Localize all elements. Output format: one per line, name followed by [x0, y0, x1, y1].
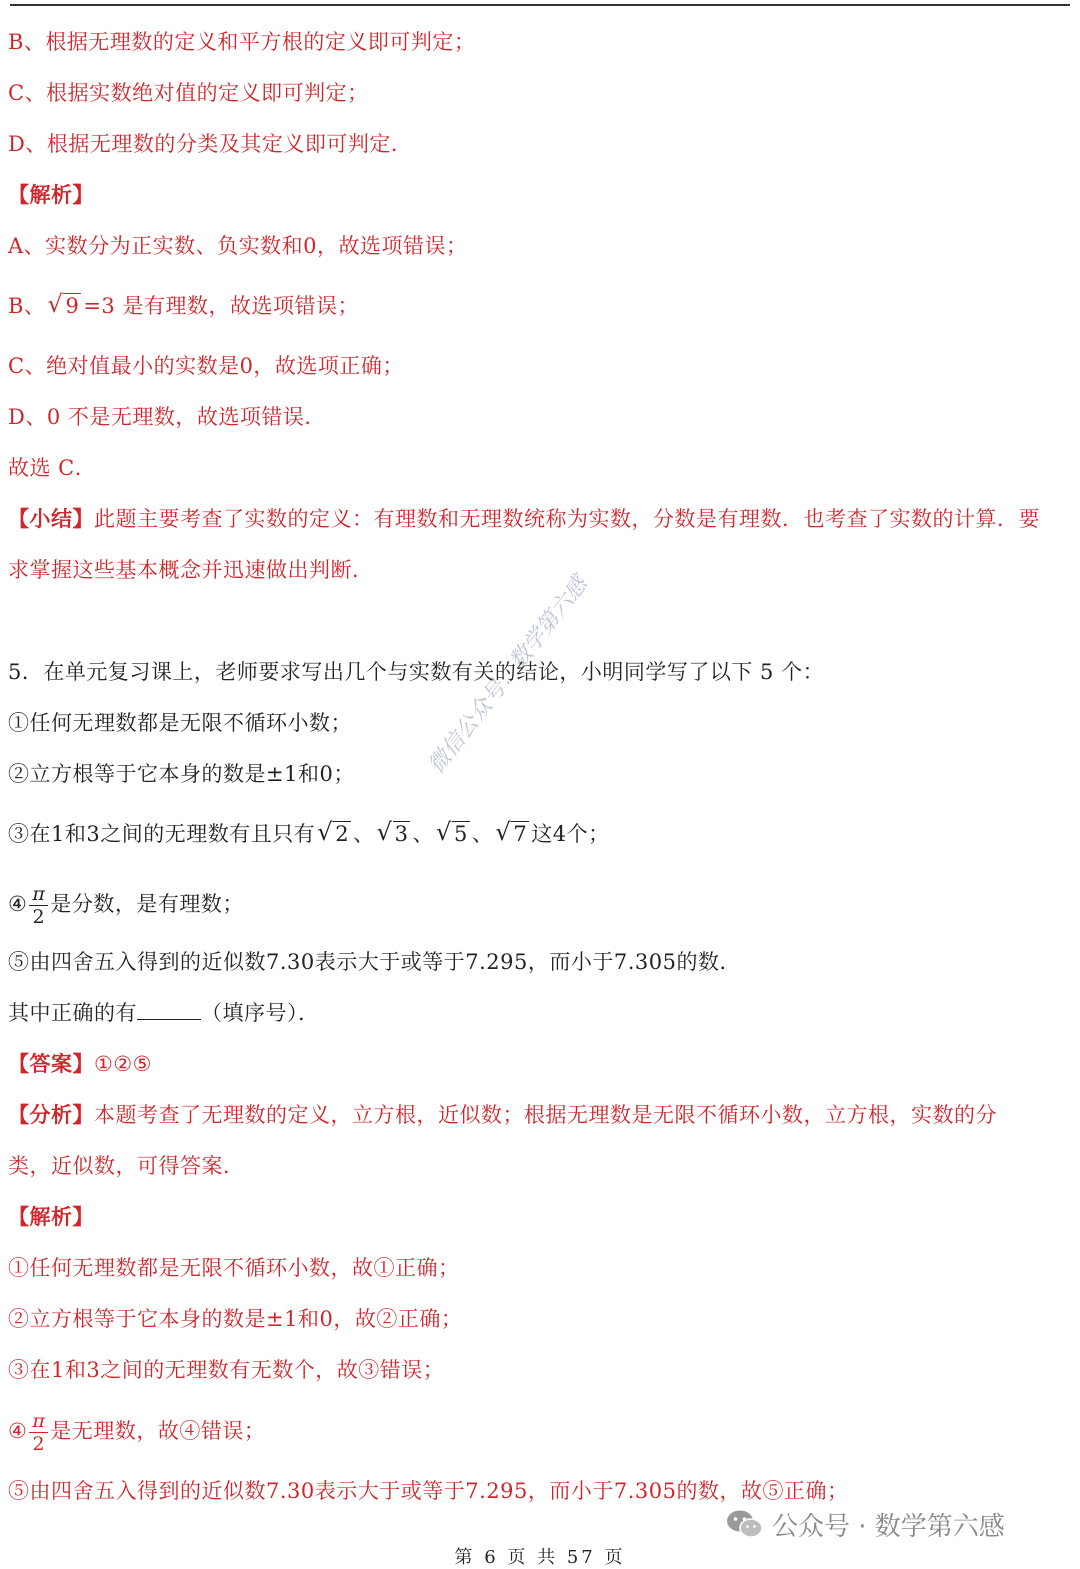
text-fragment: 这4个；	[531, 822, 610, 846]
denominator: 2	[32, 1433, 46, 1455]
footer-logo	[726, 1507, 1005, 1541]
text-line: D、根据无理数的分类及其定义即可判定．	[8, 132, 413, 156]
statement-5: ⑤由四舍五入得到的近似数7.30表示大于或等于7.295，而小于7.305的数．	[8, 950, 741, 974]
statement-2: ②立方根等于它本身的数是±1和0；	[8, 762, 355, 786]
statement-1: ①任何无理数都是无限不循环小数；	[8, 711, 352, 735]
sqrt-3	[377, 819, 411, 849]
text-line: ⑤由四舍五入得到的近似数7.30表示大于或等于7.295，而小于7.305的数，故⑤正确；	[8, 1479, 849, 1503]
statement-3	[8, 819, 1070, 849]
page-number: 第 6 页 共 57 页	[454, 1547, 626, 1568]
fraction-pi-over-2	[29, 1410, 48, 1455]
text-line: C、绝对值最小的实数是0，故选项正确；	[8, 354, 404, 378]
text-line: A、实数分为正实数、负实数和0，故选项错误；	[8, 234, 468, 258]
separator: 、	[412, 822, 434, 846]
fraction-pi-over-2	[29, 883, 48, 928]
section-tag-jiexi: 【解析】	[8, 1204, 94, 1229]
sqrt-5	[436, 819, 470, 849]
text-line	[8, 1407, 1070, 1455]
statement-4	[8, 880, 1070, 928]
answer-blank	[137, 999, 201, 1020]
section-tag-answer: 【答案】	[8, 1051, 94, 1076]
text-line	[8, 291, 1070, 321]
text-fragment: ④	[8, 892, 28, 916]
numerator: π	[29, 1410, 48, 1433]
text-fragment: ④	[8, 1419, 28, 1443]
text-fragment: B、	[8, 294, 46, 318]
section-tag-jiexi: 【解析】	[8, 182, 94, 207]
sqrt-9	[47, 291, 81, 321]
radicand: 5	[453, 822, 468, 846]
summary-line	[8, 504, 1070, 534]
text-line: 类，近似数，可得答案．	[8, 1154, 245, 1178]
separator: 、	[353, 822, 375, 846]
text-line: ③在1和3之间的无理数有无数个，故③错误；	[8, 1358, 445, 1382]
text-line: B、根据无理数的定义和平方根的定义即可判定；	[8, 30, 476, 54]
text-fragment: 是无理数，故④错误；	[50, 1419, 266, 1443]
text-line: 求掌握这些基本概念并迅速做出判断．	[8, 558, 374, 582]
radicand: 9	[65, 294, 80, 318]
footer-logo-text: 公众号 · 数学第六感	[772, 1511, 1005, 1542]
answer-line	[8, 1049, 1070, 1079]
text-fragment: ③在1和3之间的无理数有且只有	[8, 822, 316, 846]
radicand: 3	[394, 822, 409, 846]
question-ask	[8, 998, 1070, 1028]
separator: 、	[471, 822, 494, 846]
wechat-icon	[726, 1509, 764, 1539]
question-stem: 5．在单元复习课上，老师要求写出几个与实数有关的结论，小明同学写了以下 5 个：	[8, 660, 825, 684]
denominator: 2	[32, 906, 46, 928]
numerator: π	[29, 883, 48, 906]
radicand: 7	[513, 822, 528, 846]
top-rule	[10, 4, 1070, 6]
radicand: 2	[335, 822, 350, 846]
text-fragment: 是分数，是有理数；	[50, 892, 244, 916]
text-line: D、0 不是无理数，故选项错误．	[8, 405, 326, 429]
text-fragment: 此题主要考查了实数的定义：有理数和无理数统称为实数，分数是有理数．也考查了实数的计算．要	[94, 507, 1040, 531]
watermark: 微信公众号：数学第六感	[423, 572, 593, 779]
section-tag-analysis: 【分析】	[8, 1102, 94, 1127]
text-line: ①任何无理数都是无限不循环小数，故①正确；	[8, 1256, 460, 1280]
analysis-line	[8, 1100, 1070, 1130]
text-fragment: （填序号）．	[201, 1001, 320, 1025]
text-fragment: =3 是有理数，故选项错误；	[83, 294, 359, 318]
sqrt-2	[317, 819, 351, 849]
text-line: ②立方根等于它本身的数是±1和0，故②正确；	[8, 1307, 463, 1331]
text-fragment: 本题考查了无理数的定义，立方根，近似数；根据无理数是无限不循环小数，立方根，实数的分	[94, 1103, 997, 1127]
section-tag-summary: 【小结】	[8, 506, 94, 531]
text-line: C、根据实数绝对值的定义即可判定；	[8, 81, 369, 105]
answer-value: ①②⑤	[94, 1052, 152, 1076]
text-fragment: 其中正确的有	[8, 1001, 137, 1025]
sqrt-7	[495, 819, 529, 849]
text-line: 故选 C．	[8, 456, 97, 480]
